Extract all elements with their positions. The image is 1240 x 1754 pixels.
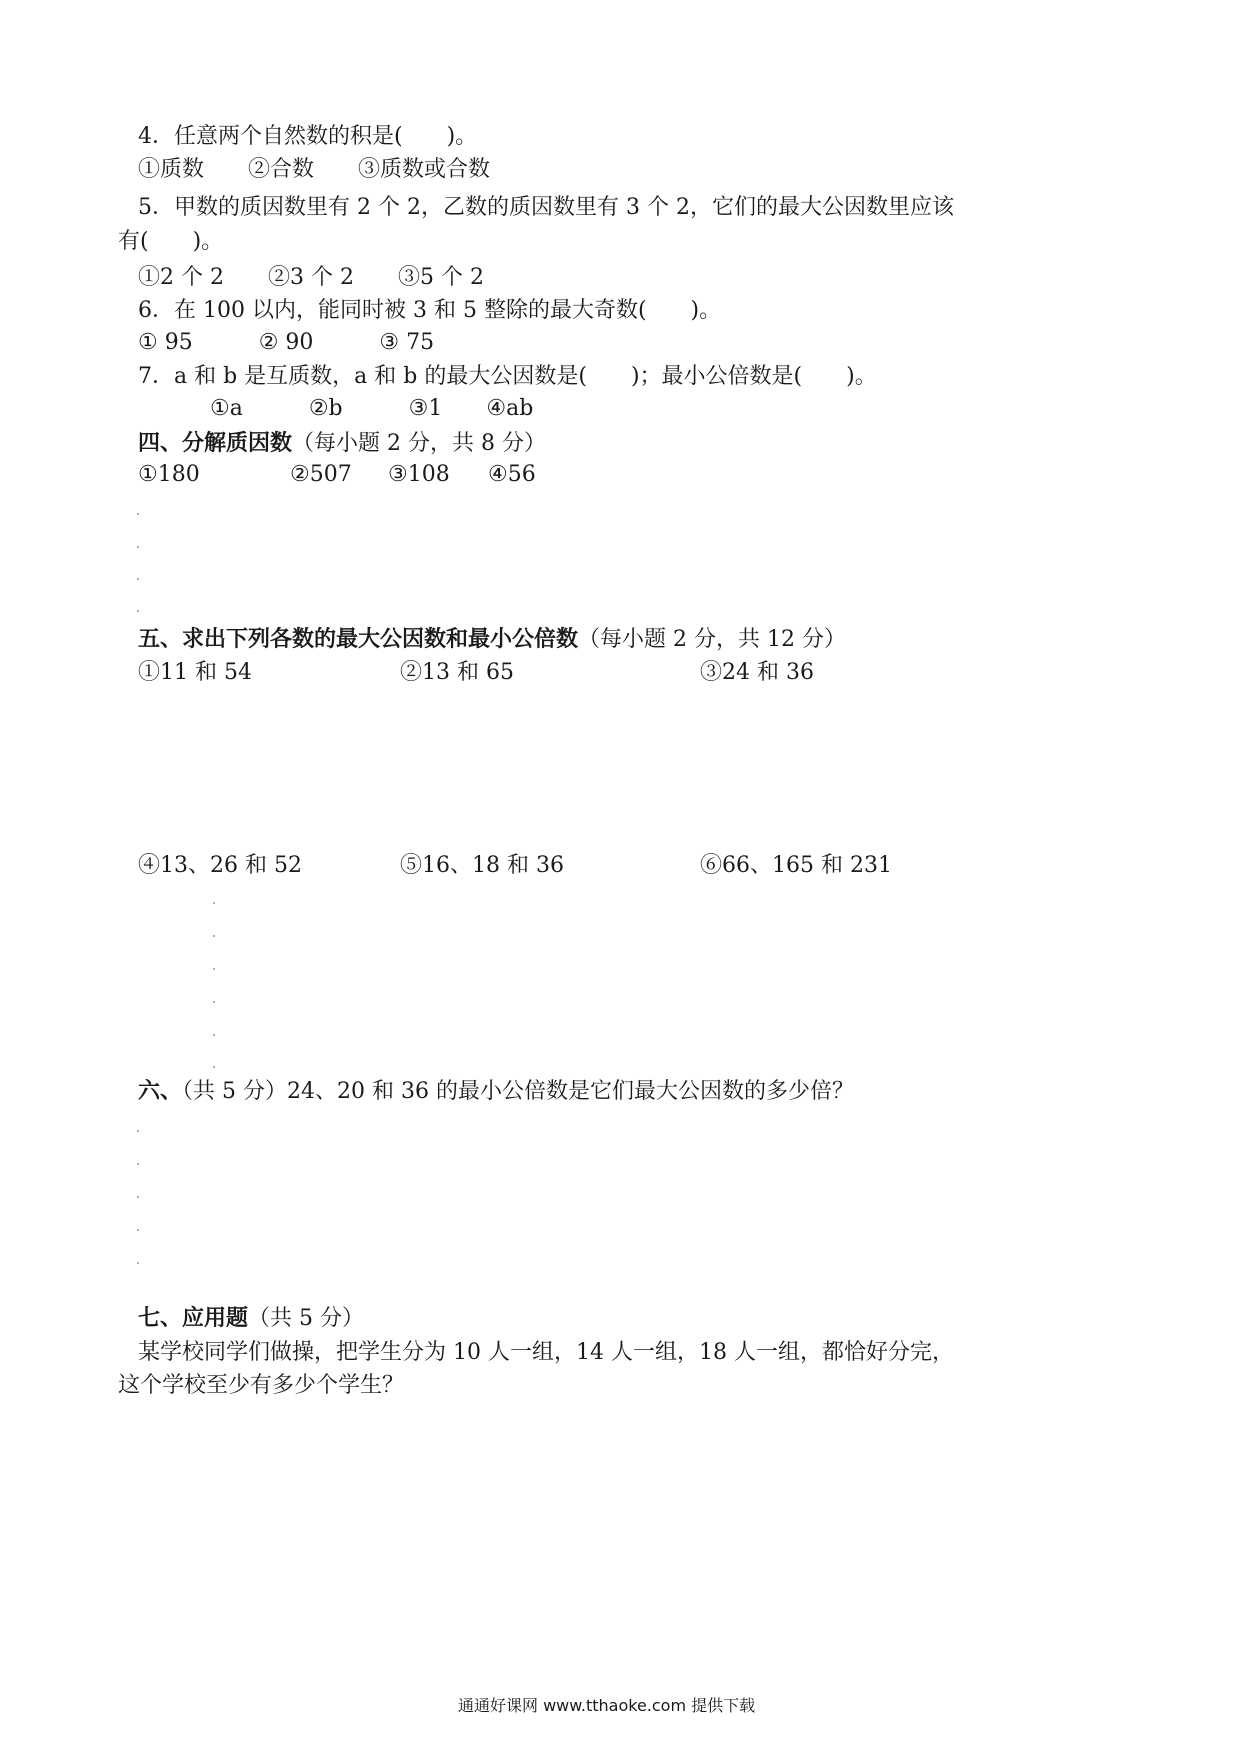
question-7-text: 7．a 和 b 是互质数，a 和 b 的最大公因数是( )；最小公倍数是( )。 <box>138 364 877 389</box>
section-6-text: （共 5 分）24、20 和 36 的最小公倍数是它们最大公因数的多少倍？ <box>182 1079 854 1104</box>
section-5-item-4: ④13、26 和 52 <box>138 853 302 878</box>
question-5-text-line1: 5．甲数的质因数里有 2 个 2，乙数的质因数里有 3 个 2，它们的最大公因数里应该 <box>138 195 954 220</box>
question-4-text: 4．任意两个自然数的积是( )。 <box>138 124 478 149</box>
answer-space-dot <box>213 902 215 904</box>
answer-space-dot <box>137 1163 139 1165</box>
question-5-text-line2: 有( )。 <box>118 229 224 254</box>
section-4-item-2: ②507 <box>290 462 352 487</box>
answer-space-dot <box>137 1229 139 1231</box>
question-5-options: ①2 个 2 ②3 个 2 ③5 个 2 <box>138 265 484 290</box>
section-4-item-3: ③108 <box>388 462 450 487</box>
section-5-item-5: ⑤16、18 和 36 <box>400 853 564 878</box>
section-7-score: （共 5 分） <box>248 1306 364 1331</box>
section-7-heading <box>138 1305 364 1332</box>
section-5-item-1: ①11 和 54 <box>138 660 252 685</box>
section-5-item-3: ③24 和 36 <box>700 660 814 685</box>
answer-space-dot <box>137 610 139 612</box>
answer-space-dot <box>213 1001 215 1003</box>
section-5-score: （每小题 2 分，共 12 分） <box>578 627 846 652</box>
answer-space-dot <box>137 1262 139 1264</box>
section-6-heading <box>138 1078 854 1105</box>
answer-space-dot <box>137 1196 139 1198</box>
question-7-options: ①a ②b ③1 ④ab <box>210 396 534 421</box>
section-5-heading <box>138 626 846 653</box>
section-5-item-2: ②13 和 65 <box>400 660 514 685</box>
section-4-item-4: ④56 <box>488 462 536 487</box>
section-4-heading <box>138 430 546 457</box>
answer-space-dot <box>137 513 139 515</box>
section-5-title: 五、求出下列各数的最大公因数和最小公倍数 <box>138 626 579 652</box>
section-4-score: （每小题 2 分，共 8 分） <box>292 431 546 456</box>
section-4-item-1: ①180 <box>138 462 200 487</box>
answer-space-dot <box>137 578 139 580</box>
answer-space-dot <box>213 968 215 970</box>
section-7-text-line1: 某学校同学们做操，把学生分为 10 人一组，14 人一组，18 人一组，都恰好分完， <box>138 1340 954 1365</box>
answer-space-dot <box>213 1066 215 1068</box>
section-4-title: 四、分解质因数 <box>138 430 293 456</box>
question-6-text: 6．在 100 以内，能同时被 3 和 5 整除的最大奇数( )。 <box>138 298 722 323</box>
answer-space-dot <box>137 1130 139 1132</box>
section-5-item-6: ⑥66、165 和 231 <box>700 853 892 878</box>
question-6-options: ① 95 ② 90 ③ 75 <box>138 330 435 355</box>
section-6-title: 六、 <box>138 1078 183 1104</box>
answer-space-dot <box>137 546 139 548</box>
answer-space-dot <box>213 1034 215 1036</box>
section-7-title: 七、应用题 <box>138 1305 249 1331</box>
section-7-text-line2: 这个学校至少有多少个学生？ <box>118 1373 405 1398</box>
answer-space-dot <box>213 935 215 937</box>
footer-source: 通通好课网 www.tthaoke.com 提供下载 <box>458 1696 756 1715</box>
question-4-options: ①质数 ②合数 ③质数或合数 <box>138 157 491 182</box>
